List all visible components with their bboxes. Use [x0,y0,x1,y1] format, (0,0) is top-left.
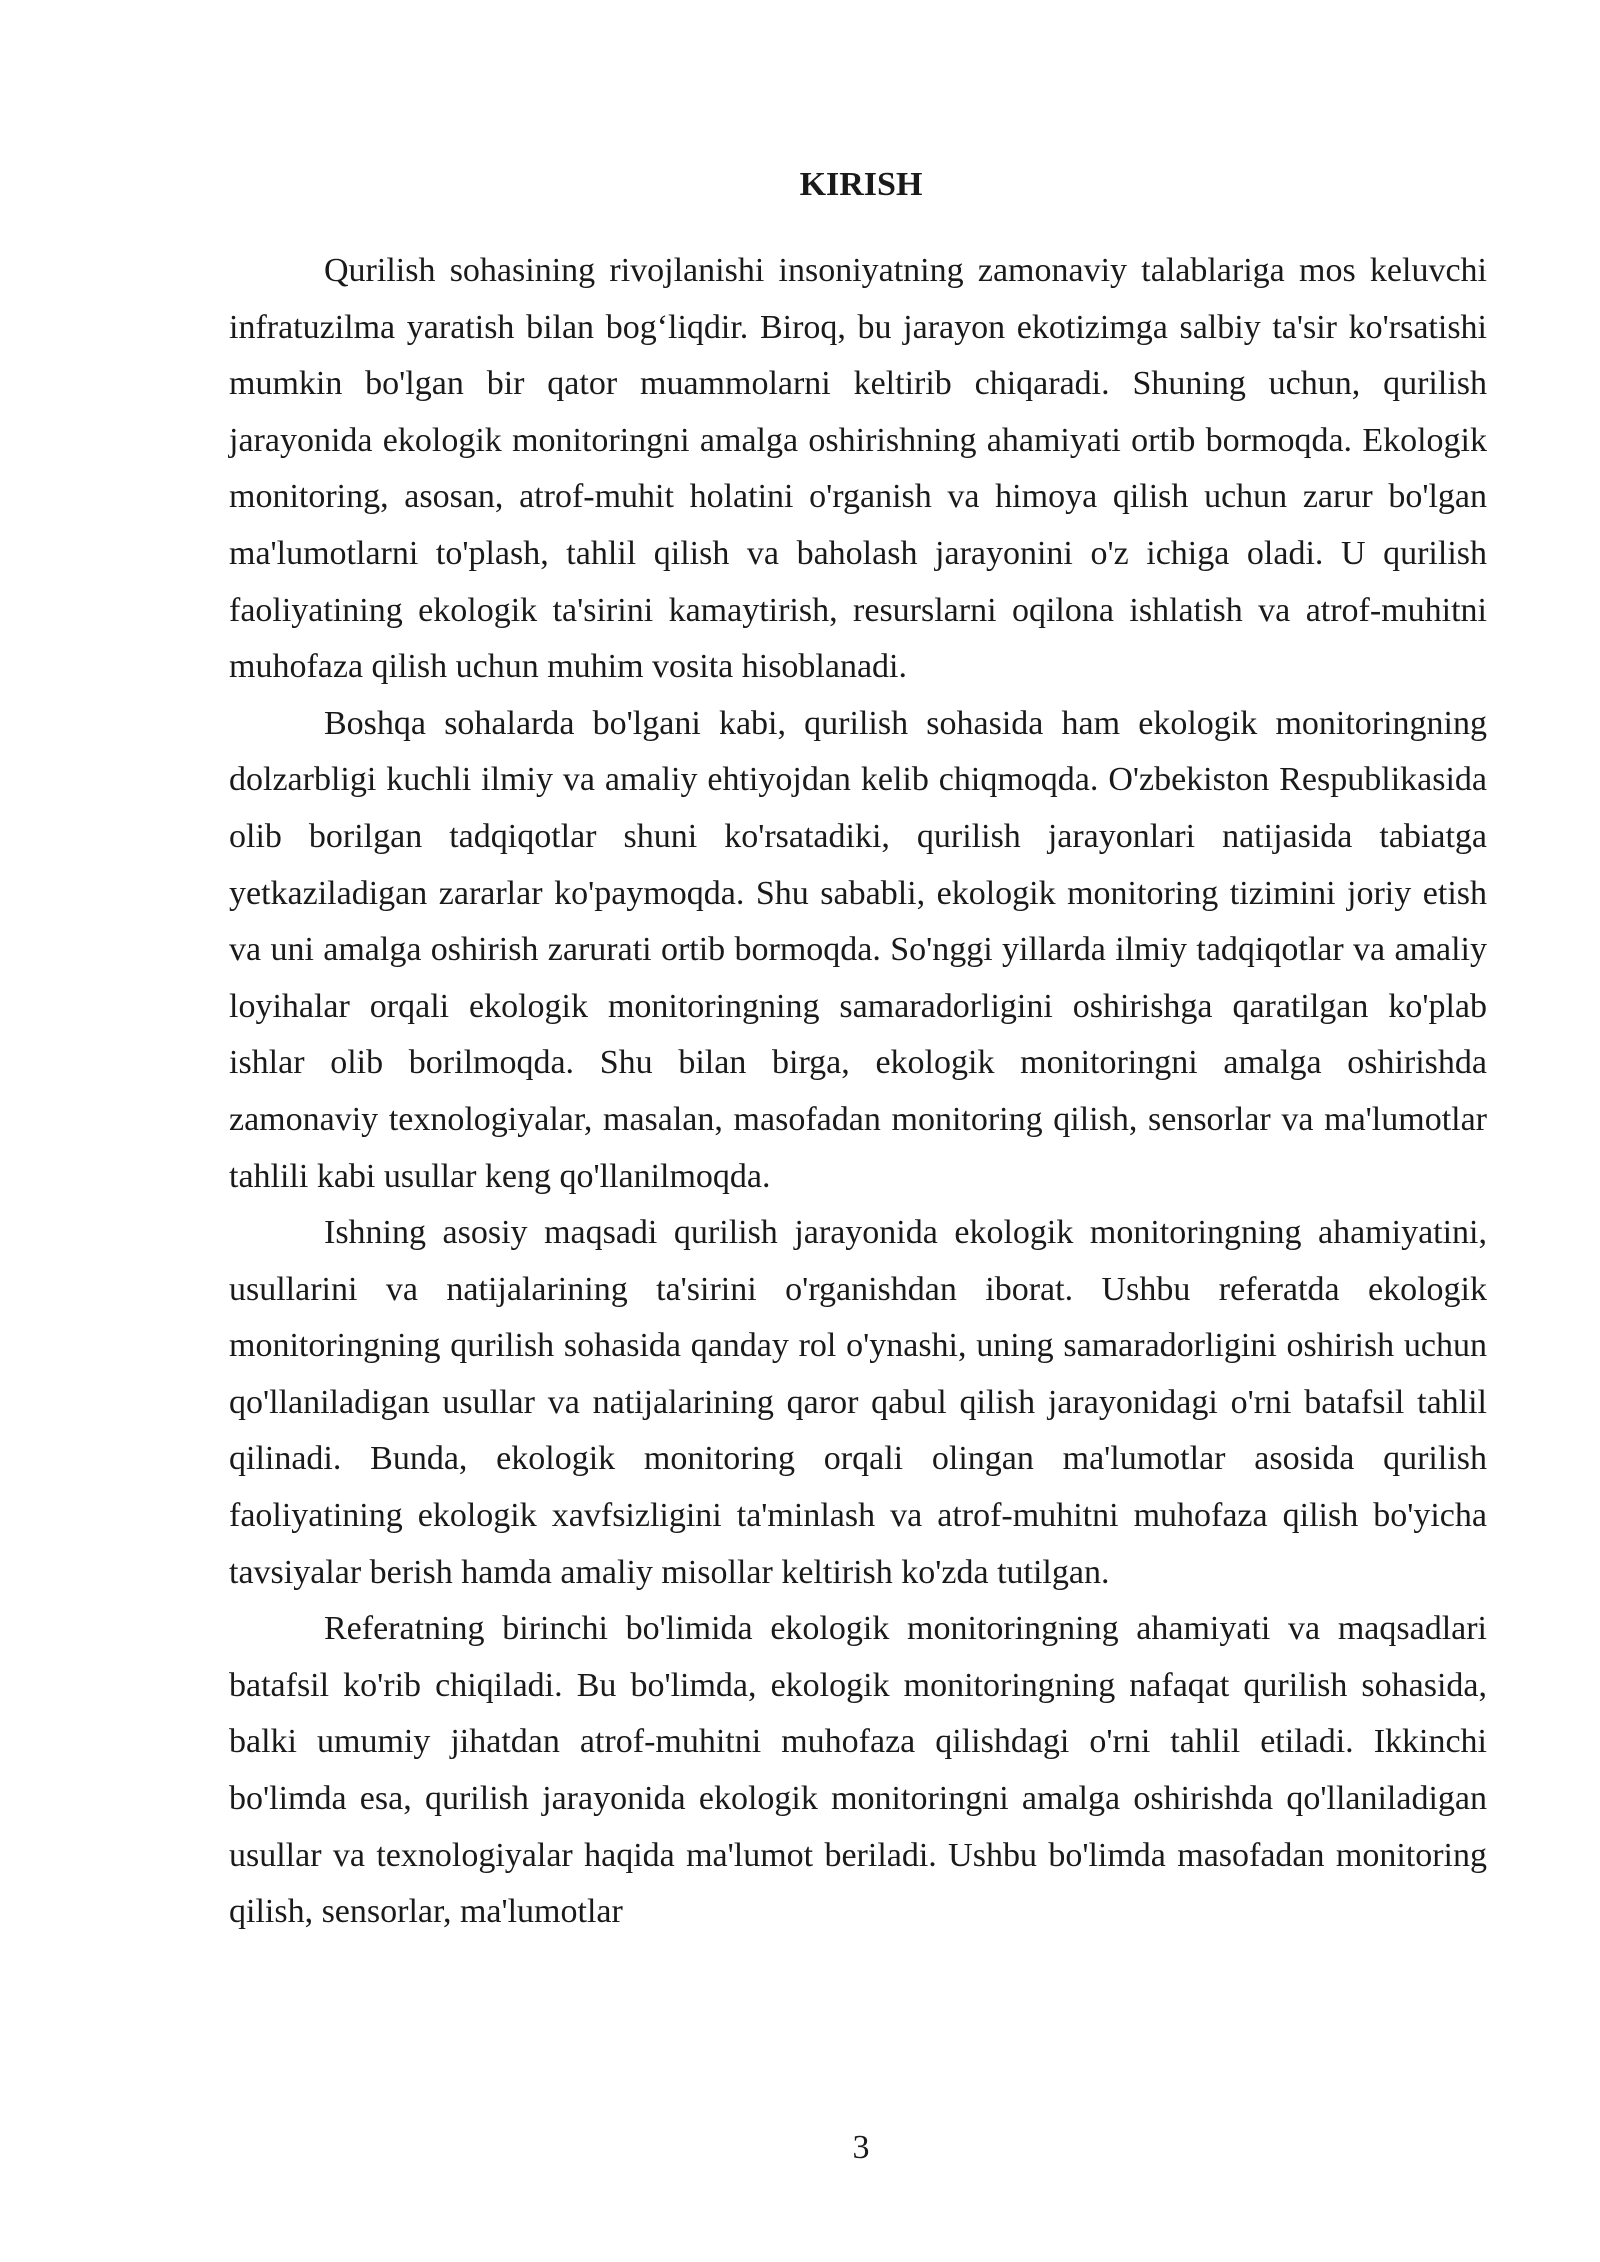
paragraph-4: Referatning birinchi bo'limida ekologik monitoringning ahamiyati va maqsadlari batafsil ko'rib chiqiladi. Bu bo'limda, ekologik monitoringning nafaqat qurilish sohasida, balki umumiy jihatdan atrof-muhitni muhofaza qilishdagi o'rni tahlil etiladi. Ikkinchi bo'limda esa, qurilish jarayonida ekologik monitoringni amalga oshirishda qo'llaniladigan usullar va texnologiyalar haqida ma'lumot beriladi. Ushbu bo'limda masofadan monitoring qilish, sensorlar, ma'lumotlar [229,1610,1487,1931]
page-number: 3 [852,2129,870,2166]
paragraph-3: Ishning asosiy maqsadi qurilish jarayonida ekologik monitoringning ahamiyatini, usullarini va natijalarining ta'sirini o'rganishdan iborat. Ushbu referatda ekologik monitoringning qurilish sohasida qanday rol o'ynashi, uning samaradorligini oshirish uchun qo'llaniladigan usullar va natijalarining qaror qabul qilish jarayonidagi o'rni batafsil tahlil qilinadi. Bunda, ekologik monitoring orqali olingan ma'lumotlar asosida qurilish faoliyatining ekologik xavfsizligini ta'minlash va atrof-muhitni muhofaza qilish bo'yicha tavsiyalar berish hamda amaliy misollar keltirish ko'zda tutilgan. [229,1214,1487,1591]
document-body [229,243,1487,1941]
page-title: KIRISH [799,166,923,203]
paragraph-1: Qurilish sohasining rivojlanishi insoniyatning zamonaviy talablariga mos keluvchi infratuzilma yaratish bilan bog‘liqdir. Biroq, bu jarayon ekotizimga salbiy ta'sir ko'rsatishi mumkin bo'lgan bir qator muammolarni keltirib chiqaradi. Shuning uchun, qurilish jarayonida ekologik monitoringni amalga oshirishning ahamiyati ortib bormoqda. Ekologik monitoring, asosan, atrof-muhit holatini o'rganish va himoya qilish uchun zarur bo'lgan ma'lumotlarni to'plash, tahlil qilish va baholash jarayonini o'z ichiga oladi. U qurilish faoliyatining ekologik ta'sirini kamaytirish, resurslarni oqilona ishlatish va atrof-muhitni muhofaza qilish uchun muhim vosita hisoblanadi. [229,252,1487,686]
paragraph-2: Boshqa sohalarda bo'lgani kabi, qurilish sohasida ham ekologik monitoringning dolzarbligi kuchli ilmiy va amaliy ehtiyojdan kelib chiqmoqda. O'zbekiston Respublikasida olib borilgan tadqiqotlar shuni ko'rsatadiki, qurilish jarayonlari natijasida tabiatga yetkaziladigan zararlar ko'paymoqda. Shu sababli, ekologik monitoring tizimini joriy etish va uni amalga oshirish zarurati ortib bormoqda. So'nggi yillarda ilmiy tadqiqotlar va amaliy loyihalar orqali ekologik monitoringning samaradorligini oshirishga qaratilgan ko'plab ishlar olib borilmoqda. Shu bilan birga, ekologik monitoringni amalga oshirishda zamonaviy texnologiyalar, masalan, masofadan monitoring qilish, sensorlar va ma'lumotlar tahlili kabi usullar keng qo'llanilmoqda. [229,704,1487,1195]
